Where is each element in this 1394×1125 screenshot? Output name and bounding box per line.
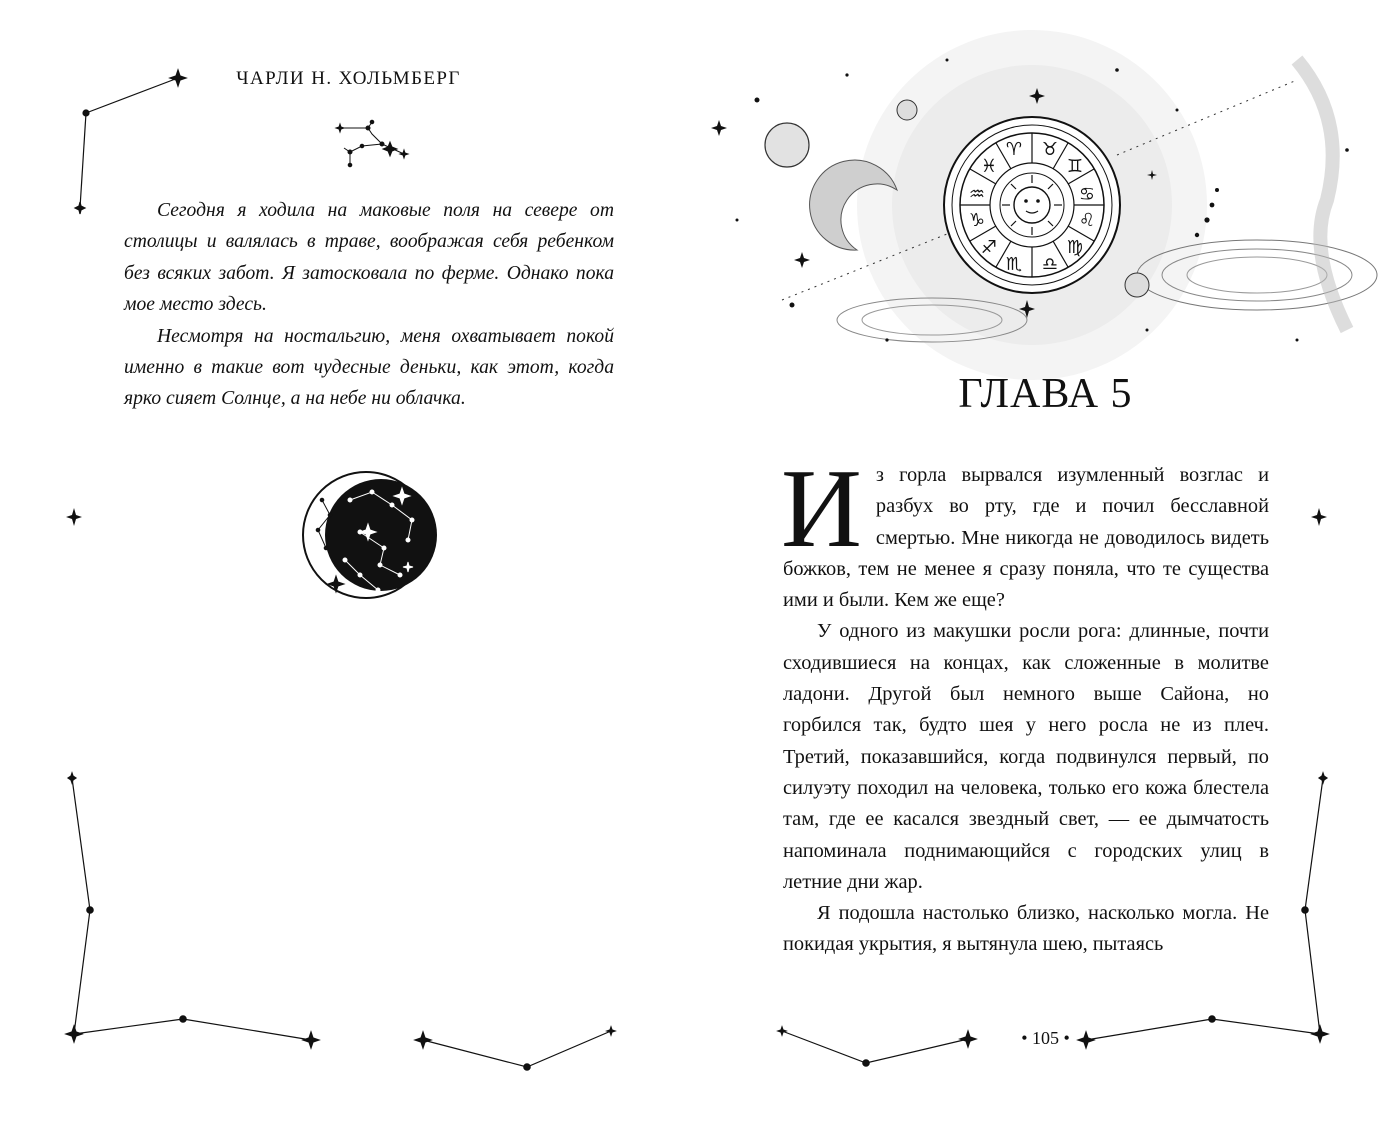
right-page — [697, 0, 1394, 1125]
constellation-icon — [75, 70, 186, 214]
svg-text:♒: ♒ — [968, 184, 986, 205]
svg-text:♋: ♋ — [1078, 184, 1096, 205]
diary-paragraph-2: Несмотря на ностальгию, меня охватывает покой именно в такие вот чудесные деньки, как этот, когда ярко сияет Солнце, а на небе ни облачка. — [124, 325, 614, 410]
paragraph-2: У одного из макушки росли рога: длинные, почти сходившиеся на концах, как сложенные в молитве ладони. Другой был немного выше Сайона, но горбился так, будто шея у него росла не из плеч. Третий, показавшийся, когда подвинулся первый, по силуэту походил на человека, только его кожа блестела там, где ее касался звездный свет, — ее дымчатость напоминала поднимающийся с городских улиц в летние дни жар. — [783, 620, 1269, 893]
running-head: ЧАРЛИ Н. ХОЛЬМБЕРГ — [236, 68, 461, 89]
diary-paragraph-1: Сегодня я ходила на маковые поля на севере от столицы и валялась в траве, воображая себя ребенком без всяких забот. Я затосковала по ферме. Однако пока мое место здесь. — [124, 200, 614, 316]
star-icon — [1311, 508, 1327, 526]
paragraph-3: Я подошла настолько близко, насколько могла. Не покидая укрытия, я вытянула шею, пытаясь — [783, 902, 1269, 956]
svg-text:♌: ♌ — [1078, 210, 1096, 231]
zodiac-wheel-illustration — [711, 30, 1377, 380]
chapter-title: ГЛАВА 5 — [958, 371, 1133, 417]
moon-constellation-icon — [303, 472, 437, 598]
svg-text:♓: ♓ — [980, 156, 998, 177]
svg-text:♎: ♎ — [1041, 254, 1059, 275]
paragraph-1 — [781, 447, 1269, 616]
svg-text:♊: ♊ — [1066, 156, 1084, 177]
svg-text:♏: ♏ — [1005, 254, 1023, 275]
constellation-icon — [336, 120, 408, 167]
svg-text:♐: ♐ — [980, 237, 998, 258]
svg-text:♍: ♍ — [1066, 237, 1084, 258]
paragraph-1-text: з горла вырвался изумленный возглас и разбух во рту, где и почил бесславной смертью. Мне никогда не доводилось видеть божков, тем не менее я сразу поняла, что те существа ими и были. Кем же еще? — [783, 464, 1269, 612]
svg-text:♉: ♉ — [1041, 139, 1059, 160]
constellation-icon — [66, 773, 615, 1070]
star-icon — [66, 508, 82, 526]
svg-text:♑: ♑ — [968, 210, 986, 231]
chapter-body — [781, 447, 1269, 961]
page-number: • 105 • — [1021, 1028, 1070, 1048]
drop-cap: И — [781, 447, 862, 571]
svg-text:♈: ♈ — [1005, 139, 1023, 160]
